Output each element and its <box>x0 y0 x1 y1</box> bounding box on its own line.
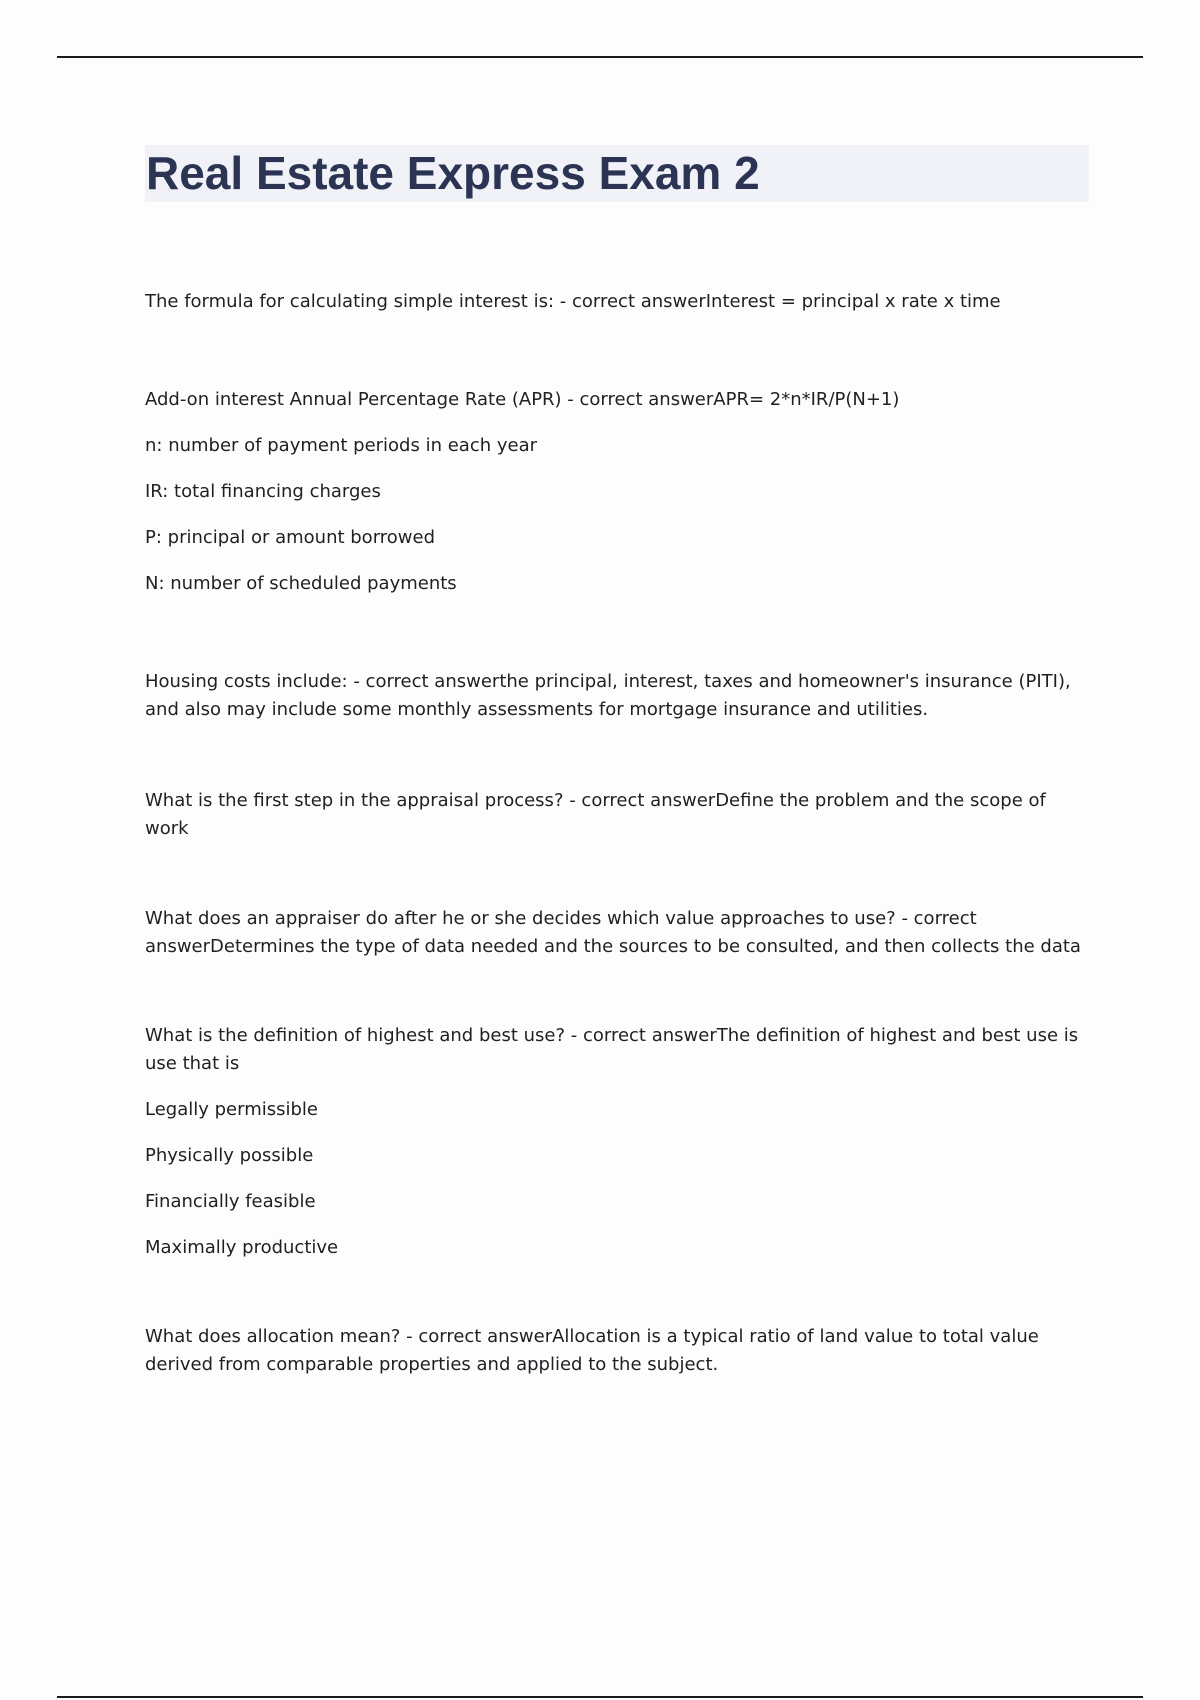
qa-text: What does allocation mean? - correct answerAllocation is a typical ratio of land value to total value derived from comparable properties and applied to the subject. <box>145 1326 1039 1375</box>
qa-detail-line: IR: total financing charges <box>145 481 381 502</box>
qa-text: Housing costs include: - correct answerthe principal, interest, taxes and homeowner's insurance (PITI), and also may include some monthly assessments for mortgage insurance and utilities. <box>145 671 1071 720</box>
qa-detail-line: Legally permissible <box>145 1099 318 1120</box>
qa-entry <box>145 668 1085 724</box>
qa-text: Add-on interest Annual Percentage Rate (APR) - correct answerAPR= 2*n*IR/P(N+1) <box>145 389 900 410</box>
qa-detail-line: n: number of payment periods in each year <box>145 435 538 456</box>
qa-detail-line: Physically possible <box>145 1145 314 1166</box>
qa-entry <box>145 1022 1085 1262</box>
qa-text: What does an appraiser do after he or she decides which value approaches to use? - correct answerDetermines the type of data needed and the sources to be consulted, and then collects the data <box>145 908 1081 957</box>
qa-entry <box>145 288 1085 316</box>
qa-detail-line: P: principal or amount borrowed <box>145 527 436 548</box>
qa-text: What is the definition of highest and best use? - correct answerThe definition of highest and best use is use that is <box>145 1025 1079 1074</box>
qa-detail-line: N: number of scheduled payments <box>145 573 457 594</box>
qa-entry <box>145 386 1085 598</box>
qa-entry <box>145 905 1085 961</box>
bottom-rule <box>57 1696 1143 1698</box>
top-rule <box>57 56 1143 58</box>
qa-entry <box>145 1323 1085 1379</box>
document-title: Real Estate Express Exam 2 <box>146 147 760 199</box>
qa-text: The formula for calculating simple interest is: - correct answerInterest = principal x rate x time <box>145 291 1001 312</box>
qa-detail-line: Financially feasible <box>145 1191 316 1212</box>
qa-entry <box>145 787 1085 843</box>
qa-list <box>145 288 1085 1449</box>
qa-detail-line: Maximally productive <box>145 1237 339 1258</box>
qa-text: What is the first step in the appraisal process? - correct answerDefine the problem and the scope of work <box>145 790 1046 839</box>
